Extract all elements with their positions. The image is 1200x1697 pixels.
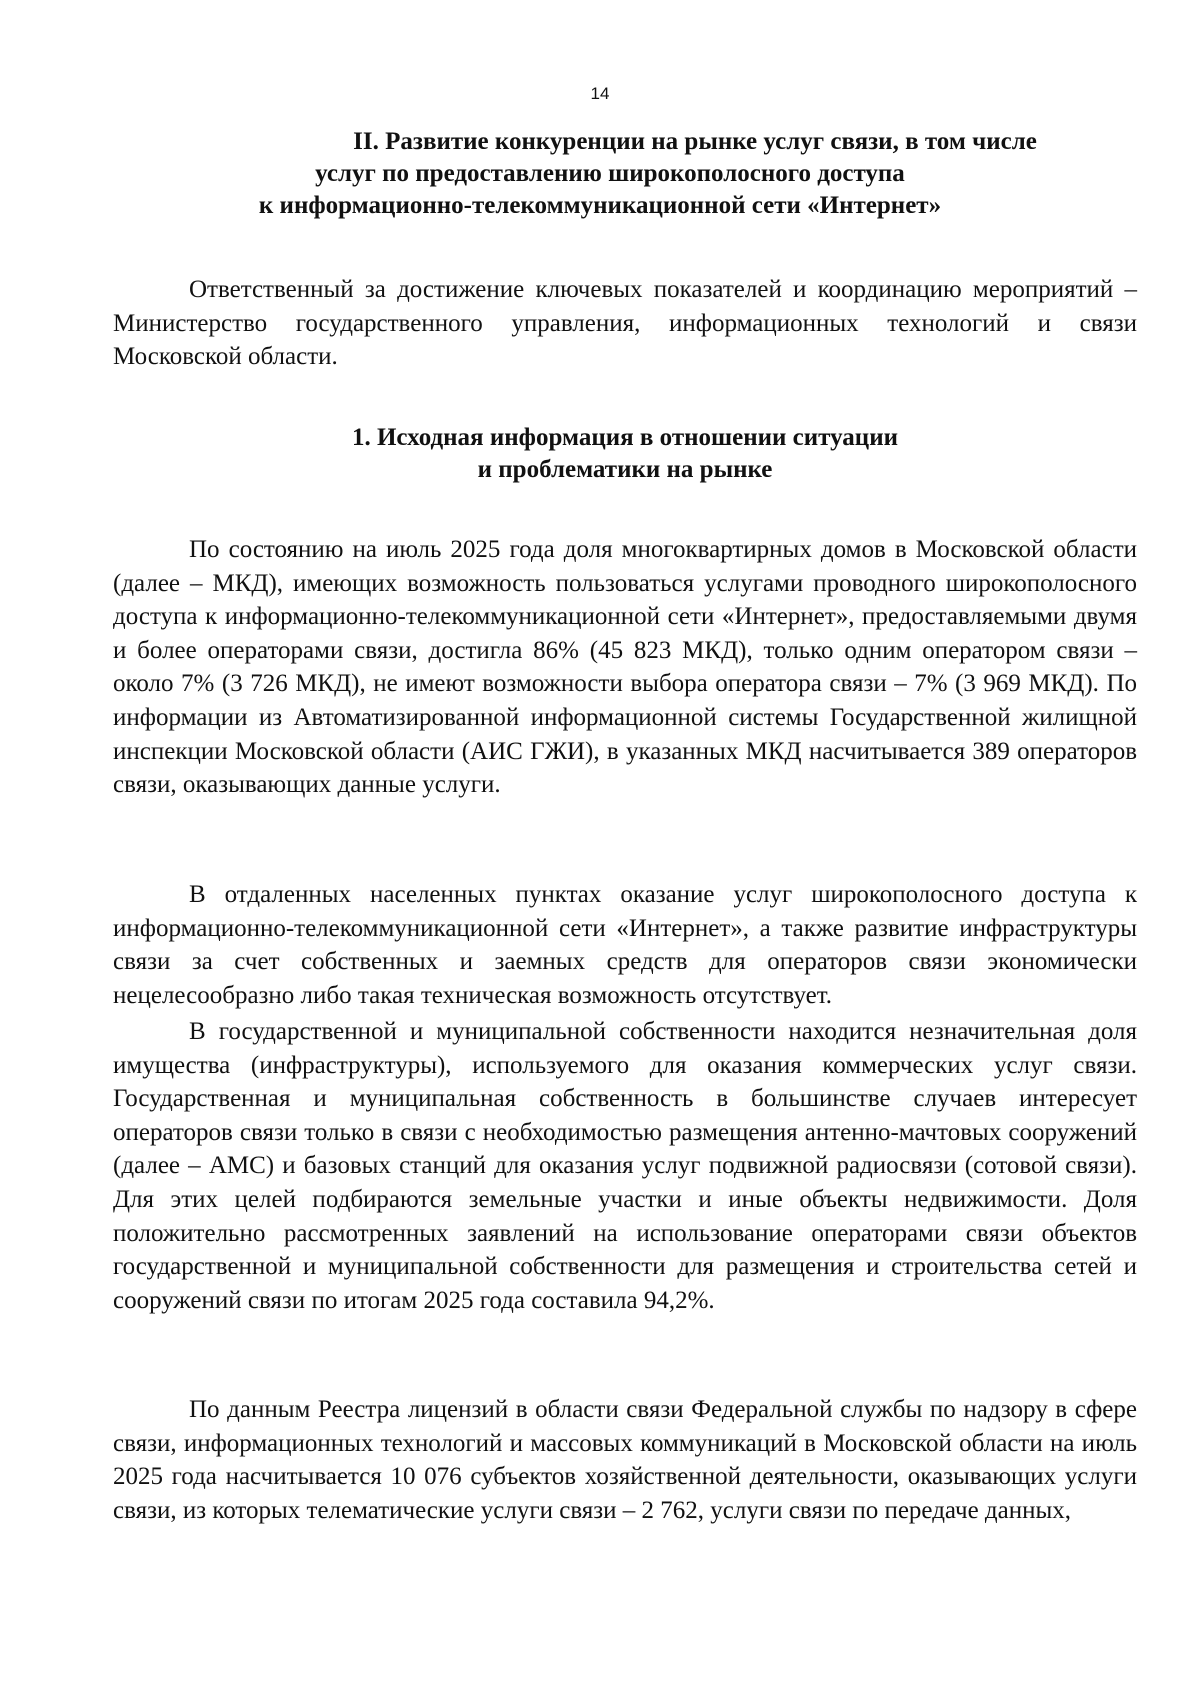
page-number: 14 <box>590 84 610 103</box>
subsection-heading-line-2: и проблематики на рынке <box>477 456 773 483</box>
section-heading-line-3: к информационно-телекоммуникационной сети «Интернет» <box>258 192 942 219</box>
body-paragraph: В отдаленных населенных пунктах оказание услуг широкополосного доступа к информационно-телекоммуникационной сети «Интернет», а также развитие инфраструктуры связи за счет собственных и заемных средств для операторов связи экономически нецелесообразно либо такая техническая возможность отсутствует. <box>113 881 1137 1009</box>
body-paragraph: В государственной и муниципальной собственности находится незначительная доля имущества (инфраструктуры), используемого для оказания коммерческих услуг связи. Государственная и муниципальная собственность в большинстве случаев интересует операторов связи только в связи с необходимостью размещения антенно-мачтовых сооружений (далее – АМС) и базовых станций для оказания услуг подвижной радиосвязи (сотовой связи). Для этих целей подбираются земельные участки и иные объекты недвижимости. Доля положительно рассмотренных заявлений на использование операторами связи объектов государственной и муниципальной собственности для размещения и строительства сетей и сооружений связи по итогам 2025 года составила 94,2%. <box>113 1018 1137 1314</box>
responsible-paragraph: Ответственный за достижение ключевых показателей и координацию мероприятий – Министерство государственного управления, информационных технологий и связи Московской области. <box>113 276 1137 371</box>
body-paragraph: По состоянию на июль 2025 года доля многоквартирных домов в Московской области (далее – МКД), имеющих возможность пользоваться услугами проводного широкополосного доступа к информационно-телекоммуникационной сети «Интернет», предоставляемыми двумя и более операторами связи, достигла 86% (45 823 МКД), только одним оператором связи – около 7% (3 726 МКД), не имеют возможности выбора оператора связи – 7% (3 969 МКД). По информации из Автоматизированной информационной системы Государственной жилищной инспекции Московской области (АИС ГЖИ), в указанных МКД насчитывается 389 операторов связи, оказывающих данные услуги. <box>113 536 1137 799</box>
section-heading-line-1: II. Развитие конкуренции на рынке услуг связи, в том числе <box>353 128 1037 155</box>
subsection-heading <box>0 422 1200 486</box>
section-heading-line-2: услуг по предоставлению широкополосного доступа <box>315 160 905 187</box>
subsection-heading-line-1: 1. Исходная информация в отношении ситуации <box>351 424 899 451</box>
section-heading <box>0 126 1200 222</box>
body-paragraph: По данным Реестра лицензий в области связи Федеральной службы по надзору в сфере связи, информационных технологий и массовых коммуникаций в Московской области на июль 2025 года насчитывается 10 076 субъектов хозяйственной деятельности, оказывающих услуги связи, из которых телематические услуги связи – 2 762, услуги связи по передаче данных, <box>113 1396 1137 1524</box>
